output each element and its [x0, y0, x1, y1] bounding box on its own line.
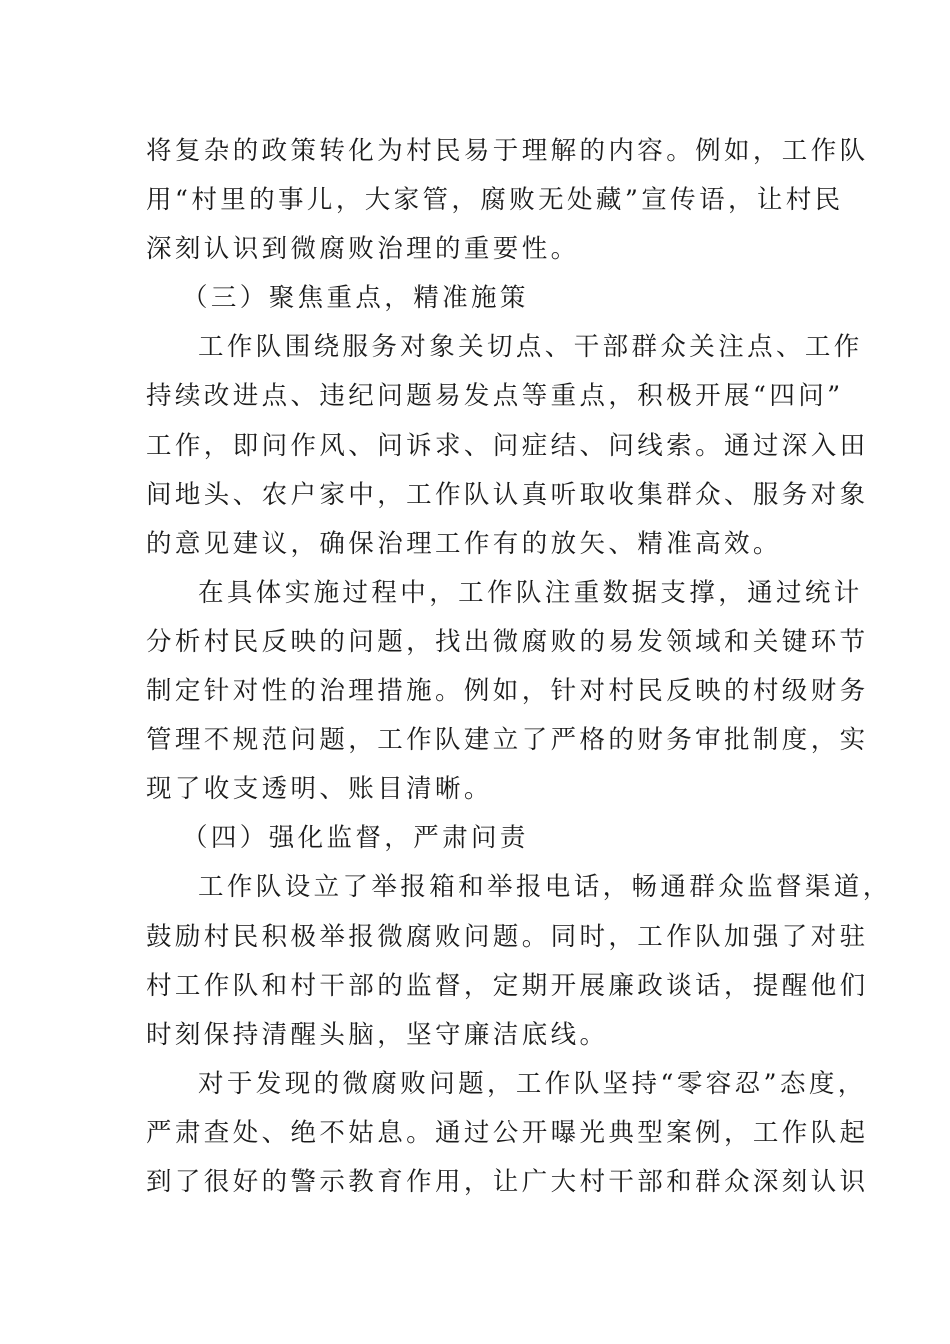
text-line: 严肃查处、绝不姑息。通过公开曝光典型案例，工作队起	[146, 1117, 869, 1148]
text-line: 制定针对性的治理措施。例如，针对村民反映的村级财务	[146, 676, 869, 707]
text-line: 工作队设立了举报箱和举报电话，畅通群众监督渠道，	[198, 872, 892, 903]
text-line: 现了收支透明、账目清晰。	[146, 774, 493, 805]
text-line: 工作队围绕服务对象关切点、干部群众关注点、工作	[198, 332, 863, 363]
document-body	[146, 127, 892, 1207]
section-heading: （三）聚焦重点，精准施策	[182, 283, 529, 314]
text-line: 分析村民反映的问题，找出微腐败的易发领域和关键环节	[146, 626, 869, 657]
text-line: 鼓励村民积极举报微腐败问题。同时，工作队加强了对驻	[146, 921, 869, 952]
text-line: 深刻认识到微腐败治理的重要性。	[146, 234, 580, 265]
text-line: 村工作队和村干部的监督，定期开展廉政谈话，提醒他们	[146, 970, 869, 1001]
text-line: 用“村里的事儿，大家管，腐败无处藏”宣传语，让村民	[146, 185, 844, 216]
text-line: 持续改进点、违纪问题易发点等重点，积极开展“四问”	[146, 381, 844, 412]
text-line: 间地头、农户家中，工作队认真听取收集群众、服务对象	[146, 479, 869, 510]
section-heading: （四）强化监督，严肃问责	[182, 823, 529, 854]
text-line: 在具体实施过程中，工作队注重数据支撑，通过统计	[198, 577, 863, 608]
text-line: 时刻保持清醒头脑，坚守廉洁底线。	[146, 1019, 609, 1050]
text-line: 到了很好的警示教育作用，让广大村干部和群众深刻认识	[146, 1166, 869, 1197]
text-line: 对于发现的微腐败问题，工作队坚持“零容忍”态度，	[198, 1068, 867, 1099]
text-line: 管理不规范问题，工作队建立了严格的财务审批制度，实	[146, 725, 869, 756]
text-line: 将复杂的政策转化为村民易于理解的内容。例如，工作队	[146, 136, 869, 166]
text-line: 工作，即问作风、问诉求、问症结、问线索。通过深入田	[146, 430, 869, 461]
text-line: 的意见建议，确保治理工作有的放矢、精准高效。	[146, 528, 782, 559]
